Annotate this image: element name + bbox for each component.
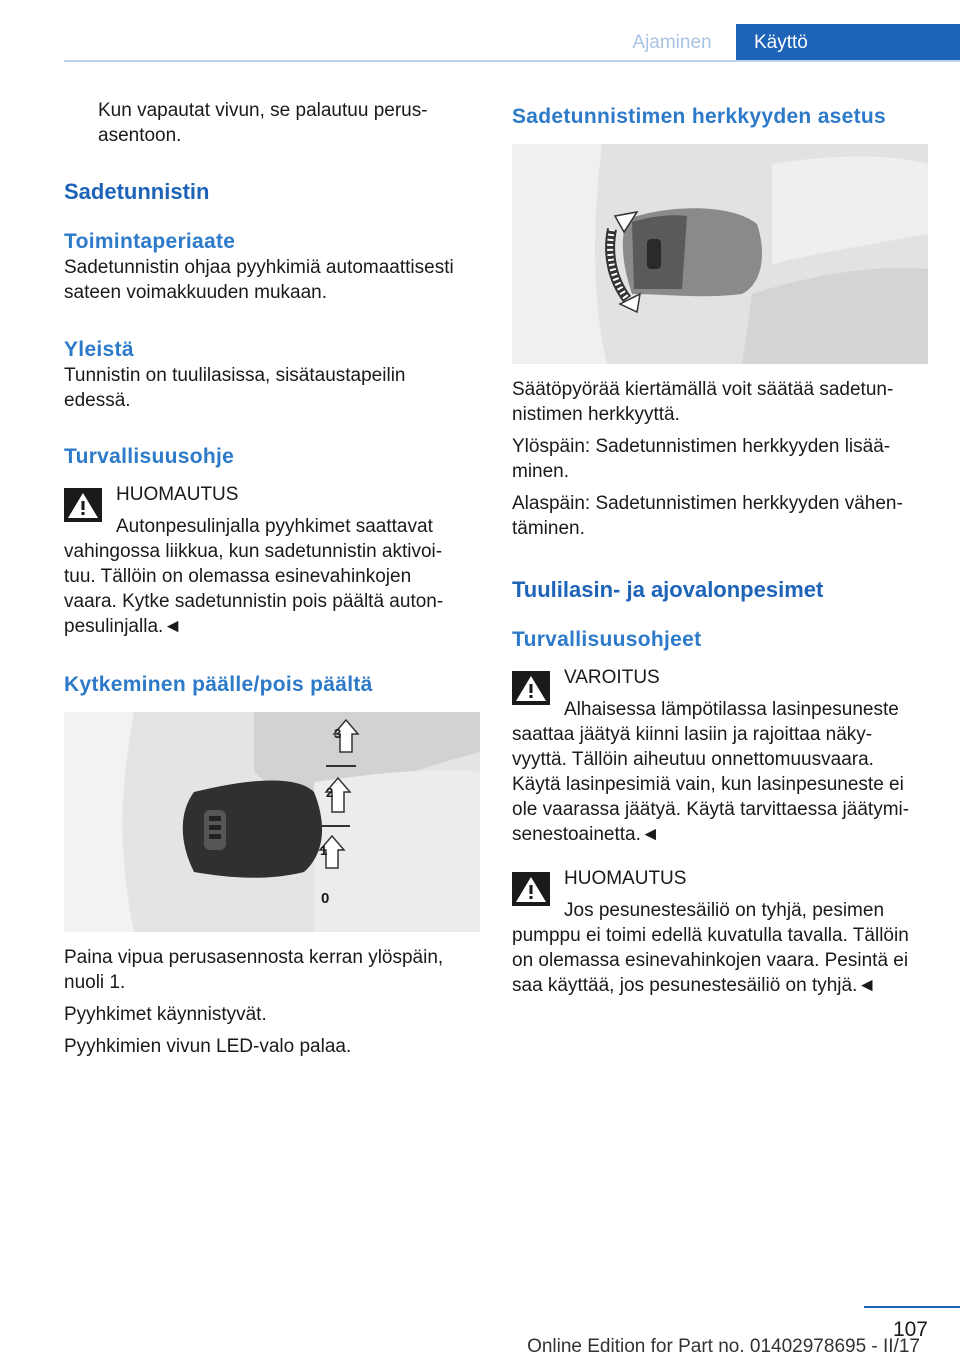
sensitivity-wheel-figure (512, 144, 928, 364)
warning-label: HUOMAUTUS (116, 484, 239, 505)
paragraph: Alaspäin: Sadetunnistimen herkkyyden vähen‐ (512, 493, 903, 514)
warning-text: Alhaisessa lämpötilassa lasinpesuneste (564, 699, 899, 720)
warning-text: saattaa jäätyä kiinni lasiin ja rajoittaa näky‐ (512, 724, 873, 745)
paragraph: Paina vipua perusasennosta kerran ylöspäin, (64, 947, 444, 968)
tab-chapter[interactable]: Ajaminen (632, 32, 712, 53)
warning-text: vahingossa liikkua, kun sadetunnistin aktivoi‐ (64, 541, 443, 562)
warning-block (512, 665, 928, 847)
page-number: 107 (892, 1318, 928, 1341)
paragraph: Ylöspäin: Sadetunnistimen herkkyyden lisää‐ (512, 436, 891, 457)
intro-line: asentoon. (98, 125, 182, 146)
edition-text: Online Edition for Part no. 01402978695 - II/17 (527, 1336, 920, 1357)
paragraph: minen. (512, 461, 570, 482)
warning-text: pumppu ei toimi edellä kuvatulla tavalla. Tällöin (512, 925, 909, 946)
position-label: 3 (334, 726, 342, 741)
tab-section[interactable]: Käyttö (736, 24, 960, 62)
warning-block (64, 482, 480, 639)
warning-text: Käytä lasinpesimiä vain, kun lasinpesuneste ei (512, 774, 904, 795)
paragraph: Sadetunnistin ohjaa pyyhkimiä automaattisesti (64, 257, 454, 278)
warning-text: saa käyttää, jos pesunestesäiliö on tyhjä.◄ (512, 975, 877, 996)
paragraph: nuoli 1. (64, 972, 126, 993)
warning-text: pesulinjalla.◄ (64, 616, 183, 637)
wiper-lever-figure (64, 712, 480, 932)
heading-turvallisuusohje: Turvallisuusohje (64, 445, 235, 468)
warning-text: on olemassa esinevahinkojen vaara. Pesintä ei (512, 950, 909, 971)
intro-text (64, 98, 480, 148)
warning-block (512, 866, 928, 998)
heading-yleista: Yleistä (64, 338, 134, 361)
warning-text: Autonpesulinjalla pyyhkimet saattavat (116, 516, 433, 537)
warning-text: senestoainetta.◄ (512, 824, 660, 845)
warning-text: ole vaarassa jäätyä. Käytä tarvittaessa jäätymi‐ (512, 799, 910, 820)
paragraph: edessä. (64, 390, 131, 411)
paragraph: Pyyhkimien vivun LED-valo palaa. (64, 1036, 352, 1057)
warning-text: vaara. Kytke sadetunnistin pois päältä auton‐ (64, 591, 444, 612)
paragraph: sateen voimakkuuden mukaan. (64, 282, 327, 303)
warning-label: VAROITUS (564, 667, 660, 688)
intro-line: Kun vapautat vivun, se palautuu perus‐ (98, 100, 428, 121)
footer-divider (864, 1306, 960, 1308)
paragraph: nistimen herkkyyttä. (512, 404, 680, 425)
warning-text: Jos pesunestesäiliö on tyhjä, pesimen (564, 900, 885, 921)
heading-toimintaperiaate: Toimintaperiaate (64, 230, 236, 253)
position-label: 2 (326, 785, 334, 800)
warning-text: tuu. Tällöin on olemassa esinevahinkojen (64, 566, 412, 587)
warning-text: vyyttä. Tällöin aiheutuu onnettomuusvaara. (512, 749, 874, 770)
position-label: 1 (320, 843, 328, 858)
heading-sadetunnistin: Sadetunnistin (64, 179, 210, 204)
heading-turvallisuusohjeet: Turvallisuusohjeet (512, 628, 702, 651)
heading-kytkeminen: Kytkeminen päälle/pois päältä (64, 673, 373, 696)
heading-herkkyys: Sadetunnistimen herkkyyden asetus (512, 105, 887, 128)
paragraph: täminen. (512, 518, 585, 539)
paragraph: Tunnistin on tuulilasissa, sisätaustapeilin (64, 365, 406, 386)
position-label: 0 (321, 890, 330, 907)
heading-pesimet: Tuulilasin- ja ajovalonpesimet (512, 577, 824, 602)
warning-label: HUOMAUTUS (564, 868, 687, 889)
header-divider (64, 60, 960, 62)
paragraph: Säätöpyörää kiertämällä voit säätää sadetun‐ (512, 379, 894, 400)
paragraph: Pyyhkimet käynnistyvät. (64, 1004, 267, 1025)
